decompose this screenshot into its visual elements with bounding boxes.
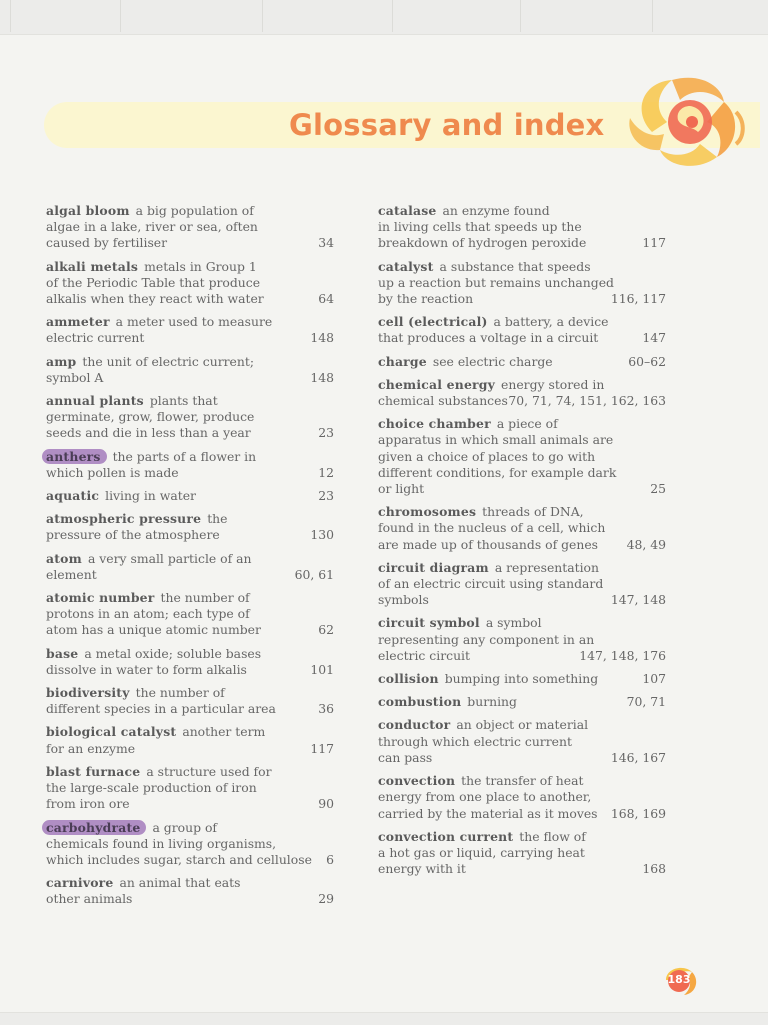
glossary-definition: a meter used to measure bbox=[115, 314, 273, 330]
glossary-definition: a group of bbox=[152, 819, 218, 835]
scan-top-strip bbox=[0, 0, 768, 35]
glossary-entry bbox=[378, 203, 668, 252]
page-references: 116, 117 bbox=[610, 291, 666, 307]
page-references: 29 bbox=[318, 891, 334, 907]
glossary-definition: by the reaction bbox=[378, 291, 474, 307]
glossary-term: anthers bbox=[42, 449, 107, 464]
glossary-definition: given a choice of places to go with bbox=[378, 448, 596, 464]
glossary-entry bbox=[46, 511, 336, 543]
glossary-definition: a piece of bbox=[496, 416, 558, 432]
glossary-definition: electric circuit bbox=[378, 647, 470, 663]
glossary-definition: bumping into something bbox=[444, 671, 599, 687]
glossary-entry bbox=[378, 354, 668, 370]
page-references: 147, 148 bbox=[610, 592, 666, 608]
glossary-entry bbox=[46, 314, 336, 346]
glossary-definition: dissolve in water to form alkalis bbox=[46, 661, 247, 677]
page-references: 168, 169 bbox=[610, 805, 666, 821]
glossary-entry bbox=[46, 488, 336, 504]
glossary-term: base bbox=[46, 645, 79, 661]
page-references: 147, 148, 176 bbox=[579, 647, 666, 663]
glossary-definition: different conditions, for example dark bbox=[378, 464, 617, 480]
glossary-definition: for an enzyme bbox=[46, 740, 136, 756]
glossary-entry bbox=[46, 203, 336, 252]
glossary-definition: the bbox=[207, 511, 228, 527]
glossary-entry bbox=[378, 694, 668, 710]
glossary-definition: which pollen is made bbox=[46, 464, 179, 480]
glossary-definition: different species in a particular area bbox=[46, 701, 276, 717]
glossary-definition: seeds and die in less than a year bbox=[46, 425, 251, 441]
glossary-entry bbox=[46, 393, 336, 442]
glossary-definition: an enzyme found bbox=[442, 203, 550, 218]
glossary-definition: carried by the material as it moves bbox=[378, 805, 598, 821]
page-references: 117 bbox=[642, 235, 666, 251]
glossary-definition: the large-scale production of iron bbox=[46, 780, 257, 796]
glossary-definition: the number of bbox=[160, 590, 250, 606]
page-references: 146, 167 bbox=[610, 749, 666, 765]
page-references: 36 bbox=[318, 701, 334, 717]
glossary-term: carnivore bbox=[46, 875, 114, 891]
page-references: 23 bbox=[318, 425, 334, 441]
glossary-term: algal bloom bbox=[46, 203, 130, 218]
glossary-definition: energy from one place to another, bbox=[378, 789, 592, 805]
glossary-entry bbox=[378, 560, 668, 609]
glossary-term: cell (electrical) bbox=[378, 314, 488, 330]
glossary-term: convection current bbox=[378, 828, 514, 844]
page-references: 70, 71 bbox=[626, 694, 666, 710]
glossary-term: alkali metals bbox=[46, 258, 139, 274]
glossary-definition: in living cells that speeds up the bbox=[378, 219, 582, 235]
glossary-definition: representing any component in an bbox=[378, 631, 595, 647]
glossary-definition: the parts of a flower in bbox=[112, 448, 257, 464]
glossary-definition: a symbol bbox=[485, 615, 542, 631]
glossary-entry bbox=[378, 314, 668, 346]
glossary-definition: another term bbox=[182, 724, 266, 740]
glossary-definition: plants that bbox=[149, 393, 218, 409]
glossary-term: aquatic bbox=[46, 488, 100, 504]
glossary-term: convection bbox=[378, 773, 456, 789]
glossary-definition: a structure used for bbox=[146, 763, 272, 779]
scan-bottom-strip bbox=[0, 1012, 768, 1025]
glossary-entry bbox=[378, 671, 668, 687]
glossary-definition: a hot gas or liquid, carrying heat bbox=[378, 844, 585, 860]
glossary-term: conductor bbox=[378, 717, 451, 733]
page-references: 147 bbox=[642, 330, 666, 346]
glossary-definition: are made up of thousands of genes bbox=[378, 536, 599, 552]
glossary-entry bbox=[46, 354, 336, 386]
page-references: 25 bbox=[650, 481, 666, 497]
glossary-entry bbox=[378, 259, 668, 308]
glossary-definition: energy stored in bbox=[501, 376, 605, 392]
glossary-entry bbox=[378, 773, 668, 822]
page-title: Glossary and index bbox=[289, 108, 605, 142]
page-references: 60–62 bbox=[628, 353, 666, 369]
glossary-entry bbox=[46, 875, 336, 907]
page-references: 130 bbox=[310, 527, 334, 543]
page-references: 90 bbox=[318, 796, 334, 812]
glossary-term: catalyst bbox=[378, 258, 434, 274]
glossary-definition: energy with it bbox=[378, 861, 466, 877]
glossary-definition: caused by fertiliser bbox=[46, 235, 168, 251]
glossary-definition: the unit of electric current; bbox=[82, 353, 255, 369]
glossary-definition: electric current bbox=[46, 330, 145, 346]
glossary-term: combustion bbox=[378, 694, 462, 710]
page-references: 101 bbox=[310, 661, 334, 677]
glossary-definition: chemical substances bbox=[378, 393, 508, 409]
glossary-definition: chemicals found in living organisms, bbox=[46, 835, 277, 851]
glossary-definition: an animal that eats bbox=[119, 875, 241, 891]
glossary-term: chemical energy bbox=[378, 376, 496, 392]
page-number: 183 bbox=[667, 973, 691, 986]
glossary-definition: algae in a lake, river or sea, often bbox=[46, 219, 258, 235]
glossary-entry bbox=[46, 259, 336, 308]
glossary-definition: apparatus in which small animals are bbox=[378, 432, 614, 448]
glossary-definition: germinate, grow, flower, produce bbox=[46, 409, 255, 425]
glossary-term: atomic number bbox=[46, 590, 155, 606]
page-references: 117 bbox=[310, 740, 334, 756]
glossary-definition: of an electric circuit using standard bbox=[378, 576, 604, 592]
glossary-term: circuit symbol bbox=[378, 615, 480, 631]
glossary-definition: an object or material bbox=[456, 717, 589, 733]
glossary-definition: from iron ore bbox=[46, 796, 130, 812]
glossary-entry bbox=[46, 551, 336, 583]
glossary-definition: atom has a unique atomic number bbox=[46, 622, 261, 638]
glossary-definition: symbols bbox=[378, 592, 429, 608]
glossary-entry bbox=[378, 829, 668, 878]
glossary-entry bbox=[378, 416, 668, 497]
glossary-definition: pressure of the atmosphere bbox=[46, 527, 220, 543]
page-references: 62 bbox=[318, 622, 334, 638]
sun-swirl-icon bbox=[612, 72, 752, 172]
page-references: 70, 71, 74, 151, 162, 163 bbox=[508, 393, 666, 409]
glossary-definition: see electric charge bbox=[432, 353, 553, 369]
glossary-term: biodiversity bbox=[46, 685, 130, 701]
glossary-term: charge bbox=[378, 353, 427, 369]
page-references: 107 bbox=[642, 671, 666, 687]
glossary-term: ammeter bbox=[46, 314, 110, 330]
glossary-entry bbox=[46, 764, 336, 813]
glossary-definition: the transfer of heat bbox=[461, 773, 584, 789]
glossary-definition: a big population of bbox=[135, 203, 254, 218]
glossary-definition: that produces a voltage in a circuit bbox=[378, 330, 599, 346]
glossary-term: amp bbox=[46, 353, 77, 369]
glossary-definition: which includes sugar, starch and cellulose bbox=[46, 851, 312, 867]
page-references: 64 bbox=[318, 291, 334, 307]
glossary-definition: the flow of bbox=[519, 828, 586, 844]
glossary-definition: living in water bbox=[105, 488, 196, 504]
glossary-definition: a representation bbox=[494, 559, 600, 575]
glossary-term: catalase bbox=[378, 203, 437, 218]
glossary-entry bbox=[46, 590, 336, 639]
page-references: 34 bbox=[318, 235, 334, 251]
glossary-definition: a very small particle of an bbox=[87, 550, 252, 566]
glossary-definition: found in the nucleus of a cell, which bbox=[378, 520, 606, 536]
glossary-definition: a substance that speeds bbox=[439, 258, 591, 274]
glossary-column-right bbox=[378, 203, 668, 884]
glossary-entry bbox=[378, 504, 668, 553]
glossary-term: annual plants bbox=[46, 393, 144, 409]
glossary-entry bbox=[378, 377, 668, 409]
glossary-definition: protons in an atom; each type of bbox=[46, 606, 250, 622]
glossary-definition: through which electric current bbox=[378, 733, 572, 749]
glossary-term: carbohydrate bbox=[42, 820, 146, 835]
glossary-entry bbox=[378, 615, 668, 664]
glossary-definition: alkalis when they react with water bbox=[46, 291, 264, 307]
glossary-term: chromosomes bbox=[378, 504, 477, 520]
glossary-term: circuit diagram bbox=[378, 559, 489, 575]
glossary-definition: can pass bbox=[378, 749, 433, 765]
page-references: 148 bbox=[310, 369, 334, 385]
glossary-definition: element bbox=[46, 566, 97, 582]
glossary-term: atmospheric pressure bbox=[46, 511, 202, 527]
glossary-entry bbox=[46, 724, 336, 756]
glossary-definition: the number of bbox=[135, 685, 225, 701]
glossary-entry bbox=[378, 717, 668, 766]
glossary-term: choice chamber bbox=[378, 416, 491, 432]
page-references: 6 bbox=[326, 851, 334, 867]
page-references: 148 bbox=[310, 330, 334, 346]
glossary-definition: threads of DNA, bbox=[482, 504, 584, 520]
page-references: 23 bbox=[318, 488, 334, 504]
glossary-entry bbox=[46, 646, 336, 678]
glossary-definition: or light bbox=[378, 481, 425, 497]
glossary-entry bbox=[46, 685, 336, 717]
glossary-entry bbox=[46, 820, 336, 869]
glossary-term: collision bbox=[378, 671, 439, 687]
page-references: 168 bbox=[642, 861, 666, 877]
glossary-term: blast furnace bbox=[46, 763, 141, 779]
glossary-entry bbox=[46, 449, 336, 481]
glossary-definition: up a reaction but remains unchanged bbox=[378, 274, 614, 290]
glossary-definition: a battery, a device bbox=[493, 314, 609, 330]
glossary-definition: burning bbox=[467, 694, 517, 710]
glossary-definition: a metal oxide; soluble bases bbox=[84, 645, 262, 661]
page-references: 12 bbox=[318, 464, 334, 480]
glossary-definition: other animals bbox=[46, 891, 133, 907]
glossary-definition: metals in Group 1 bbox=[144, 258, 257, 274]
page-references: 60, 61 bbox=[294, 566, 334, 582]
glossary-definition: breakdown of hydrogen peroxide bbox=[378, 235, 587, 251]
glossary-definition: symbol A bbox=[46, 369, 104, 385]
glossary-column-left bbox=[46, 203, 336, 915]
page-references: 48, 49 bbox=[626, 536, 666, 552]
glossary-term: biological catalyst bbox=[46, 724, 177, 740]
glossary-term: atom bbox=[46, 550, 82, 566]
glossary-definition: of the Periodic Table that produce bbox=[46, 274, 261, 290]
